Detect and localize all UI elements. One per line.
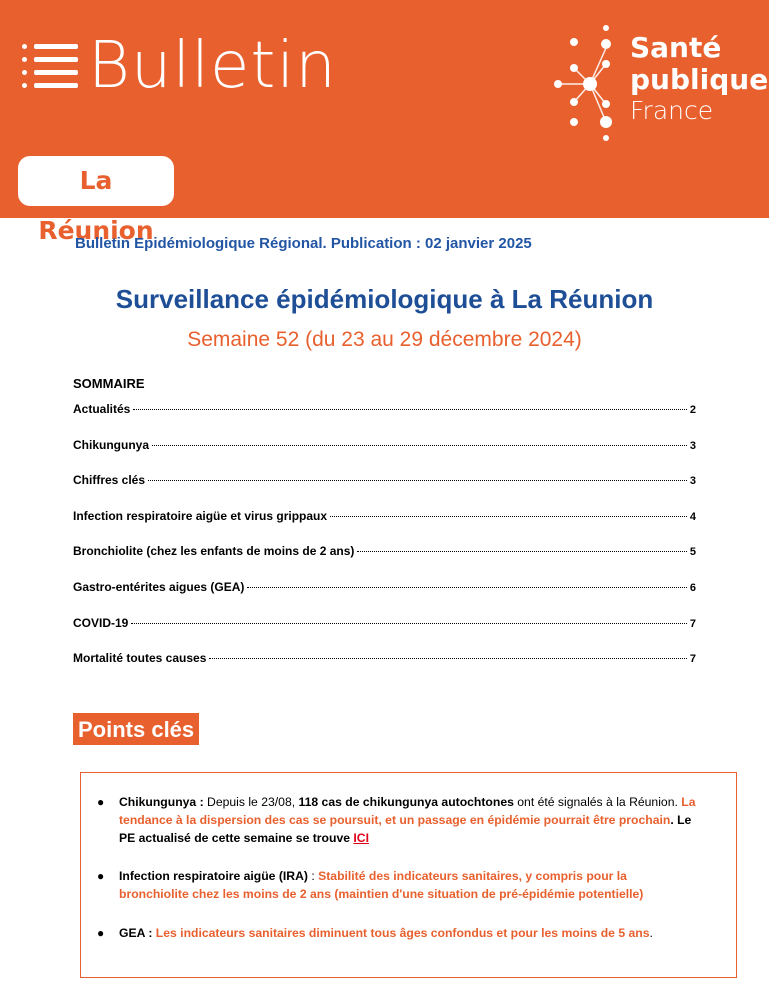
toc-item-chiffres-cles[interactable] xyxy=(73,473,696,509)
toc-item-label: Mortalité toutes causes xyxy=(73,651,207,666)
kp-text: ont été signalés à la Réunion. xyxy=(513,795,682,809)
toc-leader xyxy=(330,516,687,517)
toc-item-page: 4 xyxy=(689,510,696,523)
toc-item-actualites[interactable] xyxy=(73,402,696,438)
kp-text: . Le PE actualisé de cette semaine se trouve xyxy=(119,813,692,845)
toc-leader xyxy=(357,551,686,552)
toc-item-page: 6 xyxy=(689,581,696,594)
key-point-chikungunya xyxy=(97,793,699,847)
toc-heading: SOMMAIRE xyxy=(73,376,145,391)
key-point-ira xyxy=(97,867,699,903)
bullet-icon: ● xyxy=(97,869,105,883)
kp-highlight: Stabilité des indicateurs sanitaires, y compris pour la bronchiolite chez les moins de 2 ans (maintien d'une situation de pré-épidémie potentielle) xyxy=(119,869,644,901)
toc-item-label: COVID-19 xyxy=(73,615,129,630)
publication-line: Bulletin Epidémiologique Régional. Publication : 02 janvier 2025 xyxy=(75,235,532,252)
toc-item-page: 7 xyxy=(689,653,696,666)
region-badge: La Réunion xyxy=(18,156,174,206)
toc-item-label: Gastro-entérites aigues (GEA) xyxy=(73,579,245,594)
toc-item-page: 7 xyxy=(689,617,696,630)
toc-item-ira[interactable] xyxy=(73,509,696,545)
kp-highlight: Les indicateurs sanitaires diminuent tous âges confondus et pour les moins de 5 ans xyxy=(152,926,650,940)
kp-text: Depuis le 23/08, xyxy=(203,795,299,809)
toc-item-chikungunya[interactable] xyxy=(73,438,696,474)
logo-line-3: France xyxy=(630,96,714,125)
sante-publique-logo-text xyxy=(630,32,768,126)
table-of-contents xyxy=(73,402,696,687)
logo-line-1: Santé xyxy=(630,31,722,64)
key-points-heading: Points clés xyxy=(73,713,199,745)
toc-item-page: 3 xyxy=(689,475,696,488)
kp-highlight: La tendance à la dispersion des cas se poursuit, et un passage en épidémie pourrait être prochain xyxy=(119,795,696,827)
toc-item-bronchiolite[interactable] xyxy=(73,544,696,580)
toc-item-label: Chikungunya xyxy=(73,437,150,452)
sante-publique-logo-icon xyxy=(548,22,633,142)
bulletin-title: Bulletin xyxy=(88,29,337,103)
kp-label: Chikungunya : xyxy=(119,795,204,809)
pe-link[interactable]: ICI xyxy=(353,831,369,845)
toc-item-label: Actualités xyxy=(73,402,131,416)
toc-leader xyxy=(152,445,687,446)
toc-item-mortalite[interactable] xyxy=(73,651,696,687)
toc-item-page: 5 xyxy=(689,546,696,559)
toc-item-label: Bronchiolite (chez les enfants de moins de 2 ans) xyxy=(73,544,355,559)
toc-leader xyxy=(133,409,687,410)
toc-item-page: 3 xyxy=(689,439,696,452)
toc-leader xyxy=(131,623,687,624)
toc-item-page: 2 xyxy=(689,404,696,416)
key-point-gea xyxy=(97,924,699,942)
kp-text: . xyxy=(649,926,653,940)
key-points-box xyxy=(80,772,737,978)
toc-leader xyxy=(148,480,687,481)
logo-line-2: publique xyxy=(630,63,769,96)
page-subtitle: Semaine 52 (du 23 au 29 décembre 2024) xyxy=(187,328,582,351)
toc-leader xyxy=(247,587,687,588)
kp-label: Infection respiratoire aigüe (IRA) xyxy=(119,869,308,883)
toc-item-label: Infection respiratoire aigüe et virus grippaux xyxy=(73,508,328,523)
toc-item-gea[interactable] xyxy=(73,580,696,616)
toc-leader xyxy=(209,658,687,659)
toc-item-label: Chiffres clés xyxy=(73,473,146,488)
kp-bold: 118 cas de chikungunya autochtones xyxy=(298,795,514,809)
kp-text: : xyxy=(307,869,319,883)
page-title: Surveillance épidémiologique à La Réunion xyxy=(115,284,654,314)
kp-label: GEA : xyxy=(119,926,153,940)
menu-icon[interactable] xyxy=(22,44,78,90)
bullet-icon: ● xyxy=(97,926,105,940)
toc-item-covid[interactable] xyxy=(73,616,696,652)
bullet-icon: ● xyxy=(97,795,105,809)
